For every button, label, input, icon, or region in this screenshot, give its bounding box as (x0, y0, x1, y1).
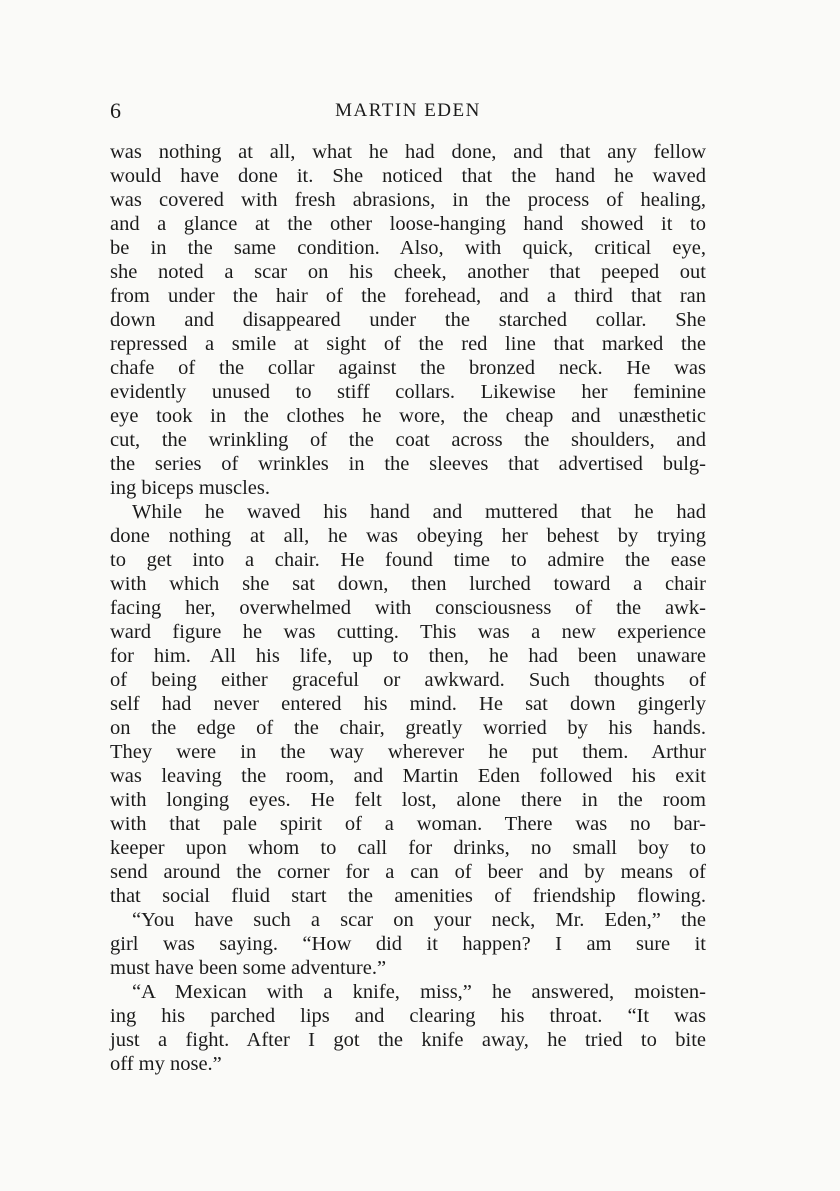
text-line: to get into a chair. He found time to admire the ease (110, 549, 706, 571)
text-line: ward figure he was cutting. This was a new experience (110, 621, 706, 643)
text-line: eye took in the clothes he wore, the cheap and unæsthetic (110, 405, 706, 427)
text-line: with longing eyes. He felt lost, alone there in the room (110, 789, 706, 811)
text-line: with which she sat down, then lurched toward a chair (110, 573, 706, 595)
text-line: “A Mexican with a knife, miss,” he answered, moisten- (132, 981, 706, 1003)
text-line: would have done it. She noticed that the hand he waved (110, 165, 706, 187)
running-title: MARTIN EDEN (335, 100, 481, 121)
text-line: she noted a scar on his cheek, another that peeped out (110, 261, 706, 283)
text-line: was leaving the room, and Martin Eden followed his exit (110, 765, 706, 787)
text-line: girl was saying. “How did it happen? I am sure it (110, 933, 706, 955)
text-line: must have been some adventure.” (110, 957, 387, 979)
text-line: facing her, overwhelmed with consciousness of the awk- (110, 597, 706, 619)
text-line: “You have such a scar on your neck, Mr. Eden,” the (132, 909, 706, 931)
text-line: and a glance at the other loose-hanging hand showed it to (110, 213, 706, 235)
text-line: down and disappeared under the starched collar. She (110, 309, 706, 331)
text-line: was nothing at all, what he had done, and that any fellow (110, 141, 706, 163)
text-line: the series of wrinkles in the sleeves that advertised bulg- (110, 453, 706, 475)
page-number: 6 (110, 98, 121, 123)
text-line: on the edge of the chair, greatly worried by his hands. (110, 717, 706, 739)
text-line: ing biceps muscles. (110, 477, 270, 499)
text-line: for him. All his life, up to then, he had been unaware (110, 645, 706, 667)
body-text (110, 140, 706, 1076)
text-line: of being either graceful or awkward. Such thoughts of (110, 669, 706, 691)
text-line: keeper upon whom to call for drinks, no small boy to (110, 837, 706, 859)
text-line: be in the same condition. Also, with quick, critical eye, (110, 237, 706, 259)
text-line: repressed a smile at sight of the red line that marked the (110, 333, 706, 355)
text-line: was covered with fresh abrasions, in the process of healing, (110, 189, 706, 211)
text-line: evidently unused to stiff collars. Likewise her feminine (110, 381, 706, 403)
text-line: cut, the wrinkling of the coat across the shoulders, and (110, 429, 706, 451)
text-line: ing his parched lips and clearing his throat. “It was (110, 1005, 706, 1027)
text-line: done nothing at all, he was obeying her behest by trying (110, 525, 706, 547)
text-line: from under the hair of the forehead, and a third that ran (110, 285, 706, 307)
running-head (110, 96, 706, 126)
text-line: that social fluid start the amenities of friendship flowing. (110, 885, 706, 907)
text-line: with that pale spirit of a woman. There was no bar- (110, 813, 706, 835)
text-line: send around the corner for a can of beer and by means of (110, 861, 706, 883)
text-line: just a fight. After I got the knife away, he tried to bite (110, 1029, 706, 1051)
text-line: chafe of the collar against the bronzed neck. He was (110, 357, 706, 379)
text-line: They were in the way wherever he put them. Arthur (110, 741, 706, 763)
text-line: While he waved his hand and muttered that he had (132, 501, 706, 523)
text-line: self had never entered his mind. He sat down gingerly (110, 693, 706, 715)
text-line: off my nose.” (110, 1053, 222, 1075)
